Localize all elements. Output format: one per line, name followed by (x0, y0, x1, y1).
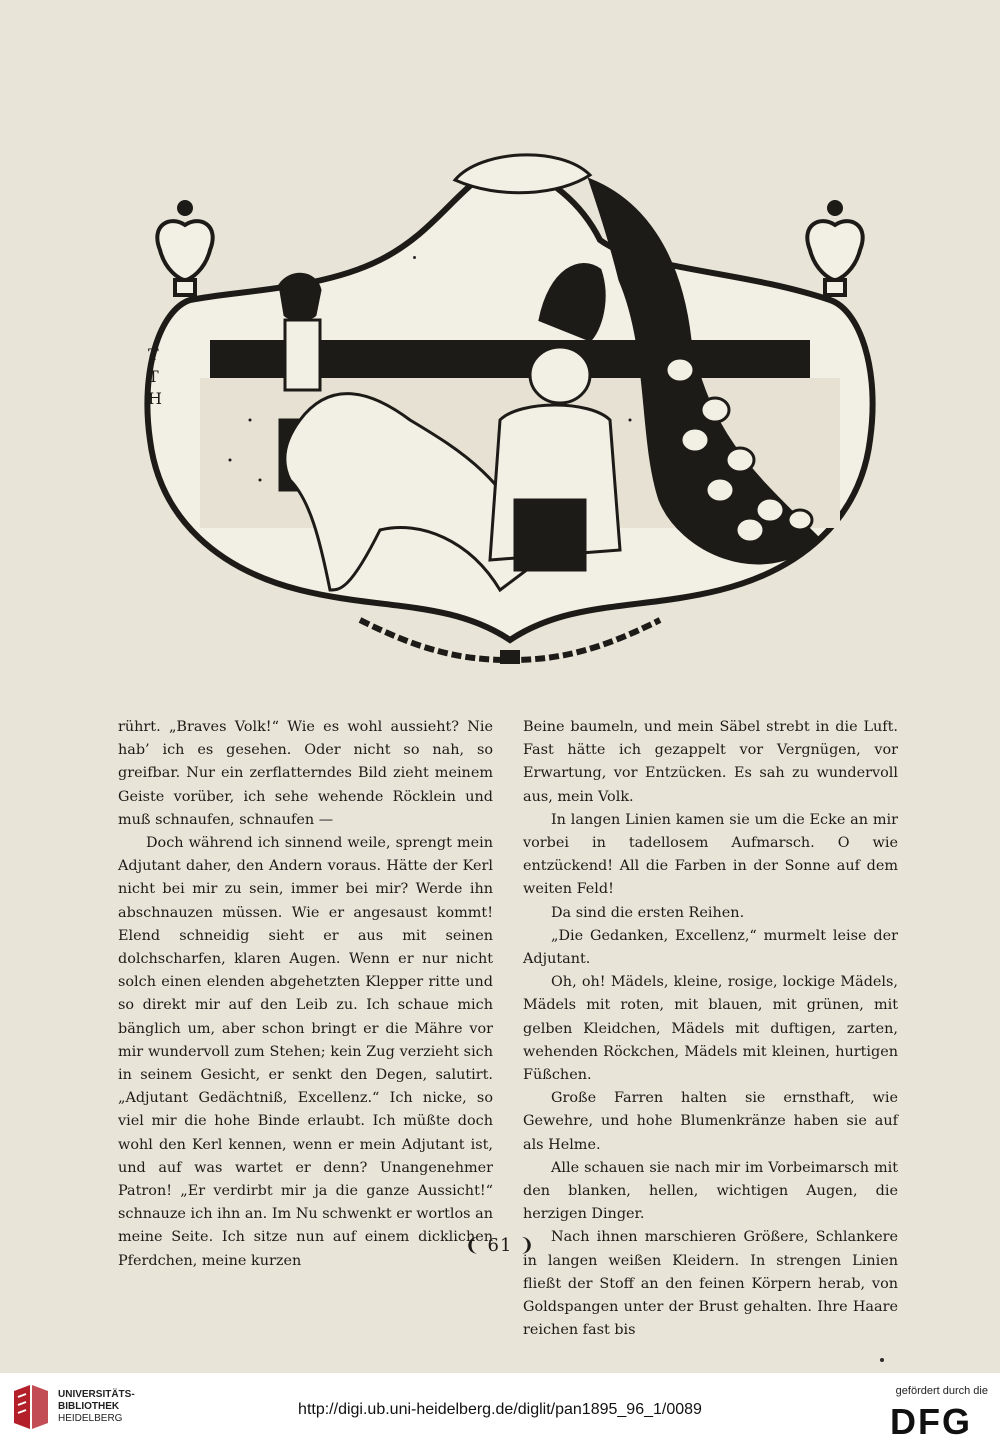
paragraph: rührt. „Braves Volk!“ Wie es wohl aussieht? Nie hab’ ich es gesehen. Oder nicht so nah, so greifbar. Nur ein zerflatterndes Bild zieht meinem Geiste vorüber, ich sehe wehende Röcklein und muß schnaufen, schnaufen — (118, 719, 493, 828)
library-name-line: BIBLIOTHEK (58, 1401, 120, 1412)
right-urn (807, 202, 862, 295)
page-number: ❨ 61 ❩ (464, 1235, 536, 1256)
library-name-line: HEIDELBERG (58, 1413, 123, 1424)
paper-speck (880, 1358, 884, 1362)
library-name-line: UNIVERSITÄTS- (58, 1389, 135, 1400)
paragraph: Da sind die ersten Reihen. (551, 904, 745, 921)
art-nouveau-illustration (120, 120, 900, 680)
left-urn (157, 202, 212, 295)
monogram: H (148, 389, 162, 408)
monogram: T (148, 345, 159, 364)
text-column-left (118, 716, 493, 1273)
digitization-footer (0, 1373, 1000, 1447)
monogram: T (148, 367, 159, 386)
paragraph: Große Farren halten sie ernsthaft, wie Gewehre, und hohe Blumenkränze haben sie auf als Helme. (523, 1090, 898, 1153)
paragraph: In langen Linien kamen sie um die Ecke an mir vorbei in tadellosem Aufmarsch. O wie entzückend! All die Farben in der Sonne auf dem weiten Feld! (523, 811, 898, 898)
permalink-url[interactable]: http://digi.ub.uni-heidelberg.de/diglit/pan1895_96_1/0089 (298, 1401, 702, 1418)
dfg-logo-text: DFG (890, 1403, 972, 1437)
paragraph: Oh, oh! Mädels, kleine, rosige, lockige Mädels, Mädels mit roten, mit blauen, mit grünen, mit gelben Kleidchen, Mädels mit duftigen, zarten, wehenden Röckchen, Mädels mit kleinen, hurtigen Füßchen. (523, 974, 898, 1084)
paragraph: Doch während ich sinnend weile, sprengt mein Adjutant daher, den Andern voraus. Hätte der Kerl nicht bei mir zu sein, immer bei mir? Werde ihn abschnauzen müssen. Wie er angesaust kommt! Elend schneidig sieht er aus mit seinen dolchscharfen, klaren Augen. Wenn er nur nicht solch einen elenden abgehetzten Klepper ritte und so direkt mir auf den Leib zu. Ich schaue mich bänglich um, aber schon bringt er die Mähre vor mir wundervoll zum Stehen; kein Zug verzieht sich in seinem Gesicht, er senkt den Degen, salutirt. „Adjutant Gedächtniß, Excellenz.“ Ich nicke, so viel mir die hohe Binde erlaubt. Ich müßte doch wohl den Kerl kennen, wenn er mein Adjutant ist, und auf was wartet er denn? Unangenehmer Patron! „Er verdirbt mir ja die ganze Aussicht!“ schnauze ich ihn an. Im Nu schwenkt er wortlos an meine Seite. Ich sitze nun auf einem dicklichen Pferdchen, meine kurzen (118, 835, 493, 1269)
paragraph: „Die Gedanken, Excellenz,“ murmelt leise der Adjutant. (523, 927, 898, 968)
paragraph: Alle schauen sie nach mir im Vorbeimarsch mit den blanken, hellen, wichtigen Augen, die herzigen Dinger. (523, 1159, 898, 1223)
paragraph: Beine baumeln, und mein Säbel strebt in die Luft. Fast hätte ich gezappelt vor Vergnügen, vor Erwartung, vor Entzücken. Es sah zu wundervoll aus, mein Volk. (523, 719, 898, 805)
paragraph: Nach ihnen marschieren Größere, Schlankere in langen weißen Kleidern. In strengen Linien fließt der Stoff an den feinen Körpern herab, von Goldspangen unter der Brust gehalten. Ihre Haare reichen fast bis (523, 1229, 898, 1339)
funding-label: gefördert durch die (895, 1385, 988, 1397)
dfg-logo-icon[interactable] (890, 1403, 986, 1437)
paper-speck (413, 256, 416, 259)
